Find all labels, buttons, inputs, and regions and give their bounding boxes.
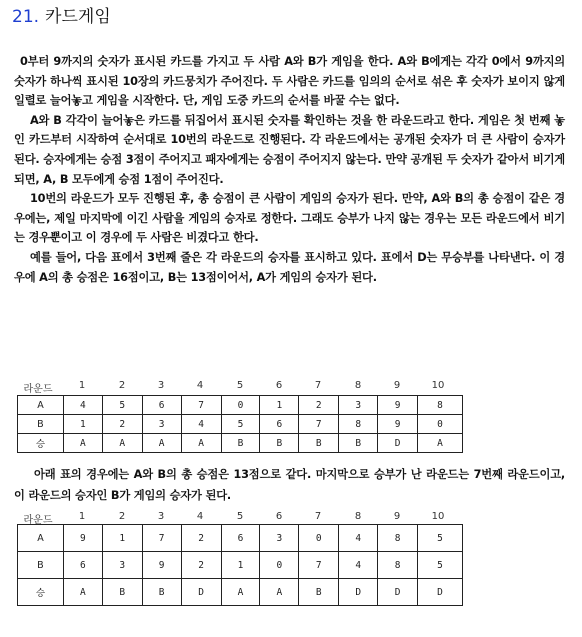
round-number: 1 [78, 380, 86, 391]
table-cell: 4 [63, 396, 102, 415]
paragraph-1: 0부터 9까지의 숫자가 표시된 카드를 가지고 두 사람 A와 B가 게임을 한다. A와 B에게는 각각 0에서 9까지의 숫자가 하나씩 표시된 10장의 카드뭉치가 주어진다. 두 사람은 카드를 임의의 순서로 섞은 후 숫자가 보이지 않게 일렬로 늘어놓고 게임을 시작한다. 단, 게임 도중 카드의 순서를 바꿀 수는 없다. [14, 55, 565, 108]
table-cell: 2 [181, 552, 221, 579]
round-header-label: 라운드 [23, 384, 53, 395]
round-number: 8 [354, 380, 362, 391]
table-cell: 0 [260, 552, 299, 579]
table-cell: 7 [299, 552, 339, 579]
round-number: 4 [196, 511, 204, 522]
row-label: 승 [18, 579, 64, 606]
table-cell: B [299, 434, 339, 453]
paragraph-5-container [14, 464, 565, 506]
table-cell: 4 [181, 415, 221, 434]
table-cell: A [260, 579, 299, 606]
table-row [18, 579, 463, 606]
table-cell: 7 [299, 415, 339, 434]
round-number: 6 [275, 380, 283, 391]
row-label: A [18, 525, 64, 552]
table-cell: 1 [260, 396, 299, 415]
paragraph-4: 예를 들어, 다음 표에서 3번째 줄은 각 라운드의 승자를 표시하고 있다. 표에서 D는 무승부를 나타낸다. 이 경우에 A의 총 승점은 16점이고, B는 13점이어서, A가 게임의 승자가 된다. [14, 250, 565, 284]
table-cell: 6 [142, 396, 181, 415]
table-cell: D [339, 579, 378, 606]
table-cell: A [418, 434, 463, 453]
paragraph-2: A와 B 각각이 늘어놓은 카드를 뒤집어서 표시된 숫자를 확인하는 것을 한 라운드라고 한다. 게임은 첫 번째 놓인 카드부터 시작하여 순서대로 10번의 라운드로 진행된다. 각 라운드에서는 공개된 숫자가 더 큰 사람이 승자가 된다. 승자에게는 승점 3점이 주어지고 패자에게는 승점이 주어지지 않는다. 만약 공개된 두 숫자가 같아서 비기게 되면, A, B 모두에게 승점 1점이 주어진다. [14, 113, 565, 186]
table-cell: D [418, 579, 463, 606]
round-header-label: 라운드 [23, 515, 53, 526]
table-cell: 6 [221, 525, 260, 552]
table-cell: D [378, 579, 418, 606]
table-cell: 1 [63, 415, 102, 434]
round-number: 5 [236, 511, 244, 522]
table-cell: 9 [142, 552, 181, 579]
round-number: 9 [393, 380, 401, 391]
table-row [18, 434, 463, 453]
paragraph-5: 아래 표의 경우에는 A와 B의 총 승점은 13점으로 같다. 마지막으로 승부가 난 라운드는 7번째 라운드이고, 이 라운드의 승자인 B가 게임의 승자가 된다. [14, 468, 565, 502]
table-cell: A [221, 579, 260, 606]
table-cell: 6 [63, 552, 102, 579]
table-cell: 6 [260, 415, 299, 434]
table-cell: A [142, 434, 181, 453]
round-number: 2 [118, 511, 126, 522]
round-number: 6 [275, 511, 283, 522]
table-cell: 0 [418, 415, 463, 434]
table-cell: 2 [102, 415, 142, 434]
round-number: 7 [314, 380, 322, 391]
round-number: 9 [393, 511, 401, 522]
row-label: B [18, 552, 64, 579]
round-number: 7 [314, 511, 322, 522]
table-cell: 2 [181, 525, 221, 552]
table-cell: A [102, 434, 142, 453]
paragraph-3: 10번의 라운드가 모두 진행된 후, 총 승점이 큰 사람이 게임의 승자가 된다. 만약, A와 B의 총 승점이 같은 경우에는, 제일 마지막에 이긴 사람을 게임의 승자로 정한다. 그래도 승부가 나지 않는 경우는 모든 라운드에서 비기는 경우뿐이고 이 경우에 두 사람은 비겼다고 한다. [14, 192, 565, 245]
table-cell: A [63, 434, 102, 453]
table-cell: 0 [299, 525, 339, 552]
table-cell: 9 [378, 396, 418, 415]
row-label: A [18, 396, 64, 415]
table-cell: 3 [142, 415, 181, 434]
table-cell: 5 [221, 415, 260, 434]
table-cell: B [260, 434, 299, 453]
table-cell: 7 [181, 396, 221, 415]
table-cell: 0 [221, 396, 260, 415]
table-cell: 3 [339, 396, 378, 415]
problem-number: 21. [12, 7, 40, 27]
table-cell: 8 [339, 415, 378, 434]
table-row [18, 525, 463, 552]
table-cell: D [181, 579, 221, 606]
table-cell: 5 [418, 525, 463, 552]
round-number: 5 [236, 380, 244, 391]
table-cell: 1 [221, 552, 260, 579]
table-cell: B [221, 434, 260, 453]
table-row [18, 396, 463, 415]
table-cell: B [102, 579, 142, 606]
table-cell: B [339, 434, 378, 453]
table-cell: 8 [378, 552, 418, 579]
table-cell: B [142, 579, 181, 606]
table-cell: A [181, 434, 221, 453]
round-number: 4 [196, 380, 204, 391]
round-number: 10 [431, 380, 445, 391]
round-number: 3 [157, 380, 165, 391]
example-table-2 [17, 524, 463, 606]
round-number: 8 [354, 511, 362, 522]
table-cell: 2 [299, 396, 339, 415]
page-title [12, 6, 111, 28]
table-cell: 4 [339, 525, 378, 552]
table-cell: D [378, 434, 418, 453]
problem-title: 카드게임 [45, 7, 111, 27]
table-cell: 1 [102, 525, 142, 552]
table-cell: 3 [102, 552, 142, 579]
table-cell: 9 [63, 525, 102, 552]
round-number: 3 [157, 511, 165, 522]
table-cell: 5 [418, 552, 463, 579]
table-cell: 8 [378, 525, 418, 552]
round-number: 2 [118, 380, 126, 391]
table-1-round-header [0, 380, 582, 394]
row-label: B [18, 415, 64, 434]
row-label: 승 [18, 434, 64, 453]
table-cell: 8 [418, 396, 463, 415]
round-number: 10 [431, 511, 445, 522]
table-cell: 9 [378, 415, 418, 434]
table-cell: 7 [142, 525, 181, 552]
table-cell: A [63, 579, 102, 606]
table-row [18, 552, 463, 579]
table-cell: 5 [102, 396, 142, 415]
table-cell: B [299, 579, 339, 606]
example-table-1 [17, 395, 463, 453]
table-row [18, 415, 463, 434]
table-cell: 4 [339, 552, 378, 579]
table-2-round-header [0, 511, 582, 525]
round-number: 1 [78, 511, 86, 522]
problem-description [14, 52, 565, 287]
table-cell: 3 [260, 525, 299, 552]
